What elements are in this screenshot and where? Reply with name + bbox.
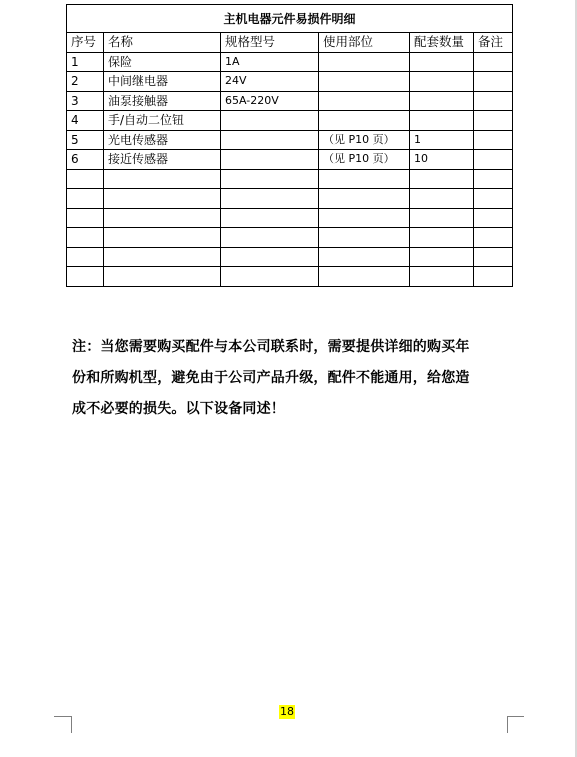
cell-index: [67, 208, 104, 228]
cell-spec: [221, 267, 319, 287]
cell-quantity: [410, 228, 474, 248]
cell-remark: [474, 247, 513, 267]
table-row: [67, 150, 513, 170]
cell-spec: 65A-220V: [221, 91, 319, 111]
cell-location: [319, 52, 410, 72]
cell-index: [67, 267, 104, 287]
table-title: 主机电器元件易损件明细: [67, 5, 513, 33]
crop-mark-left-horizontal: [54, 716, 71, 717]
cell-remark: [474, 267, 513, 287]
cell-quantity: [410, 267, 474, 287]
cell-name: [104, 169, 221, 189]
table-header-row: [67, 33, 513, 53]
purchase-note: [72, 332, 512, 425]
cell-location: [319, 208, 410, 228]
header-location: 使用部位: [319, 33, 410, 53]
note-line: 注：当您需要购买配件与本公司联系时，需要提供详细的购买年: [72, 339, 470, 355]
cell-remark: [474, 91, 513, 111]
cell-index: [67, 169, 104, 189]
cell-spec: [221, 189, 319, 209]
cell-location: [319, 267, 410, 287]
crop-mark-right-horizontal: [507, 716, 524, 717]
table-title-row: [67, 5, 513, 33]
cell-quantity: 10: [410, 150, 474, 170]
cell-quantity: [410, 247, 474, 267]
cell-quantity: [410, 208, 474, 228]
cell-name: 中间继电器: [104, 72, 221, 92]
cell-index: [67, 247, 104, 267]
cell-location: （见 P10 页）: [319, 150, 410, 170]
cell-spec: 24V: [221, 72, 319, 92]
cell-index: 4: [67, 111, 104, 131]
cell-spec: [221, 228, 319, 248]
cell-remark: [474, 52, 513, 72]
cell-location: [319, 189, 410, 209]
cell-remark: [474, 72, 513, 92]
table-row: [67, 228, 513, 248]
cell-quantity: 1: [410, 130, 474, 150]
cell-spec: 1A: [221, 52, 319, 72]
cell-name: [104, 208, 221, 228]
table-row: [67, 208, 513, 228]
cell-location: [319, 247, 410, 267]
cell-remark: [474, 111, 513, 131]
page-number: 18: [280, 705, 294, 718]
cell-quantity: [410, 189, 474, 209]
cell-remark: [474, 169, 513, 189]
cell-remark: [474, 150, 513, 170]
table-row: [67, 72, 513, 92]
cell-index: 1: [67, 52, 104, 72]
cell-location: [319, 169, 410, 189]
cell-name: 油泵接触器: [104, 91, 221, 111]
cell-location: [319, 228, 410, 248]
header-remark: 备注: [474, 33, 513, 53]
header-index: 序号: [67, 33, 104, 53]
cell-index: 2: [67, 72, 104, 92]
cell-quantity: [410, 169, 474, 189]
cell-quantity: [410, 72, 474, 92]
table-row: [67, 189, 513, 209]
cell-index: 5: [67, 130, 104, 150]
cell-quantity: [410, 52, 474, 72]
cell-remark: [474, 208, 513, 228]
cell-index: [67, 228, 104, 248]
cell-spec: [221, 150, 319, 170]
cell-spec: [221, 169, 319, 189]
cell-remark: [474, 228, 513, 248]
cell-location: （见 P10 页）: [319, 130, 410, 150]
cell-spec: [221, 130, 319, 150]
spare-parts-table: [66, 4, 513, 287]
table-row: [67, 52, 513, 72]
note-line: 份和所购机型，避免由于公司产品升级，配件不能通用，给您造: [72, 370, 470, 386]
cell-name: 手/自动二位钮: [104, 111, 221, 131]
cell-location: [319, 91, 410, 111]
cell-spec: [221, 111, 319, 131]
cell-name: 保险: [104, 52, 221, 72]
cell-index: 6: [67, 150, 104, 170]
header-quantity: 配套数量: [410, 33, 474, 53]
cell-name: [104, 228, 221, 248]
header-spec: 规格型号: [221, 33, 319, 53]
cell-quantity: [410, 111, 474, 131]
cell-name: 光电传感器: [104, 130, 221, 150]
crop-mark-right-vertical: [507, 716, 508, 733]
table-row: [67, 247, 513, 267]
cell-remark: [474, 189, 513, 209]
note-line: 成不必要的损失。以下设备同述！: [72, 401, 285, 417]
cell-index: 3: [67, 91, 104, 111]
table-row: [67, 111, 513, 131]
cell-location: [319, 72, 410, 92]
table-row: [67, 91, 513, 111]
cell-index: [67, 189, 104, 209]
cell-spec: [221, 208, 319, 228]
cell-name: [104, 247, 221, 267]
cell-spec: [221, 247, 319, 267]
cell-name: 接近传感器: [104, 150, 221, 170]
cell-remark: [474, 130, 513, 150]
table-row: [67, 169, 513, 189]
cell-quantity: [410, 91, 474, 111]
table-row: [67, 267, 513, 287]
cell-name: [104, 189, 221, 209]
cell-location: [319, 111, 410, 131]
table-row: [67, 130, 513, 150]
crop-mark-left-vertical: [71, 716, 72, 733]
header-name: 名称: [104, 33, 221, 53]
cell-name: [104, 267, 221, 287]
